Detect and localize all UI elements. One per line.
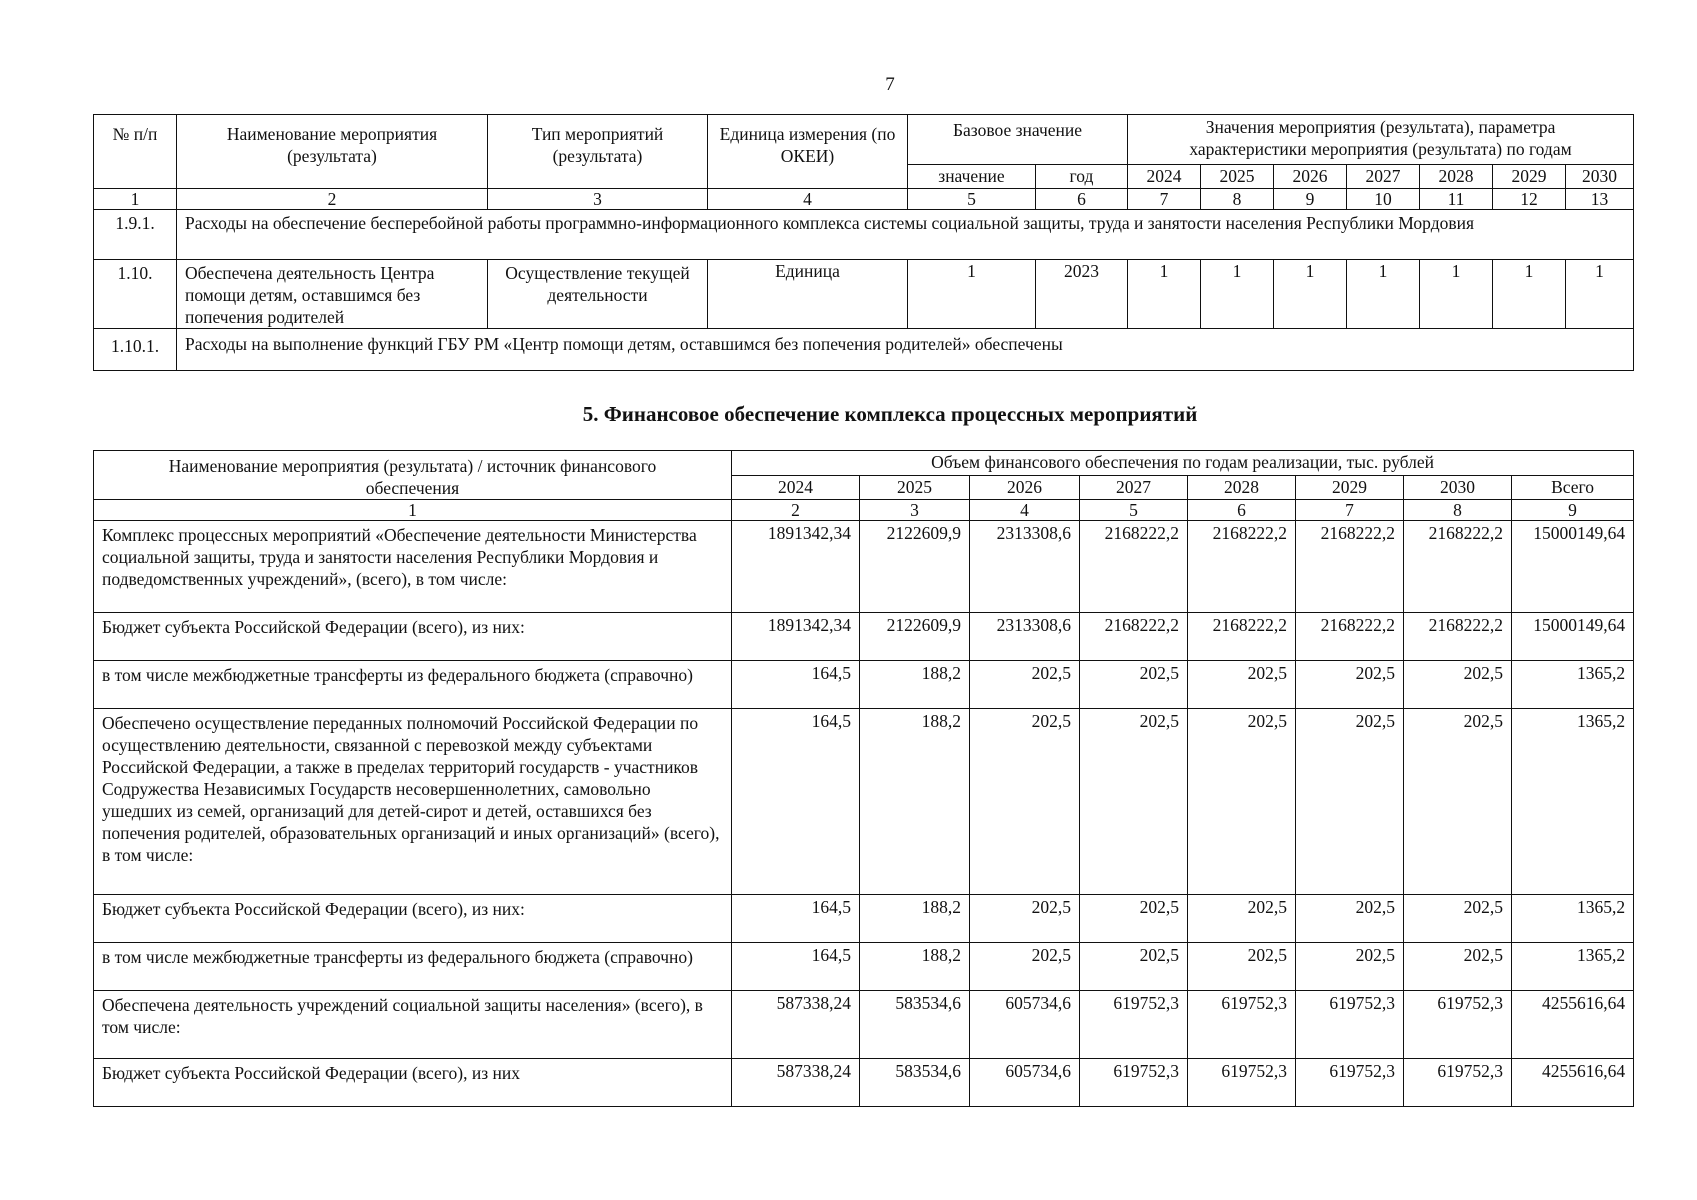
column-number: 12 (1493, 189, 1566, 210)
row-value: 202,5 (1404, 895, 1512, 943)
column-number: 3 (860, 500, 970, 521)
row-value: 202,5 (1080, 709, 1188, 895)
row-value: 2168222,2 (1080, 613, 1188, 661)
row-value: 619752,3 (1404, 1059, 1512, 1107)
row-value: 202,5 (1080, 661, 1188, 709)
row-value: 619752,3 (1296, 991, 1404, 1059)
row-name: Бюджет субъекта Российской Федерации (всего), из них: (94, 895, 732, 943)
column-number: 8 (1201, 189, 1274, 210)
row-type: Осуществление текущей деятельности (488, 260, 708, 329)
row-value: 164,5 (732, 943, 860, 991)
header-year: 2024 (1128, 165, 1201, 189)
row-value: 1891342,34 (732, 613, 860, 661)
column-number: 10 (1347, 189, 1420, 210)
row-value: 2313308,6 (970, 521, 1080, 613)
row-name: Бюджет субъекта Российской Федерации (всего), из них (94, 1059, 732, 1107)
header-type: Тип мероприятий (результата) (488, 115, 708, 189)
header-num: № п/п (94, 115, 177, 189)
row-total: 1365,2 (1512, 661, 1634, 709)
row-value: 202,5 (1296, 895, 1404, 943)
table-row (94, 661, 1634, 709)
row-value: 202,5 (970, 943, 1080, 991)
column-number: 4 (708, 189, 908, 210)
row-value: 202,5 (1188, 661, 1296, 709)
row-text: Расходы на обеспечение бесперебойной работы программно-информационного комплекса системы социальной защиты, труда и занятости населения Республики Мордовия (177, 210, 1634, 260)
row-value: 202,5 (1404, 709, 1512, 895)
row-total: 15000149,64 (1512, 613, 1634, 661)
header-year: 2025 (860, 476, 970, 500)
results-table (93, 114, 1634, 371)
header-name: Наименование мероприятия (результата) / источник финансового обеспечения (94, 451, 732, 500)
header-year: 2026 (1274, 165, 1347, 189)
row-value: 2313308,6 (970, 613, 1080, 661)
table-row (94, 210, 1634, 260)
header-values: Значения мероприятия (результата), параметра характеристики мероприятия (результата) по годам (1128, 115, 1634, 165)
row-name: в том числе межбюджетные трансферты из федерального бюджета (справочно) (94, 943, 732, 991)
row-number: 1.9.1. (94, 210, 177, 260)
header-year: 2029 (1493, 165, 1566, 189)
row-value: 587338,24 (732, 991, 860, 1059)
row-value: 2168222,2 (1080, 521, 1188, 613)
column-number: 1 (94, 500, 732, 521)
row-value: 188,2 (860, 709, 970, 895)
row-value: 619752,3 (1404, 991, 1512, 1059)
row-value: 2168222,2 (1296, 613, 1404, 661)
row-value: 2168222,2 (1404, 521, 1512, 613)
table-row (94, 943, 1634, 991)
row-value: 202,5 (970, 709, 1080, 895)
header-base-value: значение (908, 165, 1036, 189)
row-name: Обеспечена деятельность учреждений социальной защиты населения» (всего), в том числе: (94, 991, 732, 1059)
table-row (94, 1059, 1634, 1107)
header-name: Наименование мероприятия (результата) (177, 115, 488, 189)
row-value: 2168222,2 (1296, 521, 1404, 613)
column-number: 9 (1512, 500, 1634, 521)
row-value: 619752,3 (1188, 991, 1296, 1059)
row-value: 1 (1201, 260, 1274, 329)
row-base-value: 1 (908, 260, 1036, 329)
table-row (94, 709, 1634, 895)
table-row (94, 991, 1634, 1059)
row-text: Расходы на выполнение функций ГБУ РМ «Центр помощи детям, оставшимся без попечения родителей» обеспечены (177, 329, 1634, 371)
column-number: 11 (1420, 189, 1493, 210)
row-name: в том числе межбюджетные трансферты из федерального бюджета (справочно) (94, 661, 732, 709)
section-title: 5. Финансовое обеспечение комплекса процессных мероприятий (582, 402, 1198, 426)
finance-table (93, 450, 1634, 1107)
row-value: 2122609,9 (860, 521, 970, 613)
header-year: 2025 (1201, 165, 1274, 189)
row-value: 202,5 (1404, 661, 1512, 709)
row-value: 188,2 (860, 943, 970, 991)
column-number: 6 (1188, 500, 1296, 521)
row-value: 1891342,34 (732, 521, 860, 613)
header-total: Всего (1512, 476, 1634, 500)
row-value: 202,5 (1080, 943, 1188, 991)
row-value: 605734,6 (970, 991, 1080, 1059)
column-number: 5 (908, 189, 1036, 210)
column-number: 4 (970, 500, 1080, 521)
row-value: 2168222,2 (1188, 613, 1296, 661)
row-value: 587338,24 (732, 1059, 860, 1107)
row-value: 619752,3 (1080, 1059, 1188, 1107)
row-number: 1.10.1. (94, 329, 177, 371)
row-value: 202,5 (1188, 943, 1296, 991)
row-value: 2168222,2 (1188, 521, 1296, 613)
row-value: 619752,3 (1080, 991, 1188, 1059)
column-number: 13 (1566, 189, 1634, 210)
row-number: 1.10. (94, 260, 177, 329)
row-value: 202,5 (1188, 895, 1296, 943)
row-value: 1 (1274, 260, 1347, 329)
header-base-year: год (1036, 165, 1128, 189)
header-year: 2027 (1347, 165, 1420, 189)
header-unit: Единица измерения (по ОКЕИ) (708, 115, 908, 189)
table-row (94, 895, 1634, 943)
row-value: 619752,3 (1296, 1059, 1404, 1107)
row-value: 202,5 (1296, 709, 1404, 895)
row-name: Обеспечено осуществление переданных полномочий Российской Федерации по осуществлению деятельности, связанной с перевозкой между субъектами Российской Федерации, а также в пределах территорий государств - участников Содружества Независимых Государств несовершеннолетних, самовольно ушедших из семей, организаций для детей-сирот и детей, оставшихся без попечения родителей, образовательных организаций и иных организаций» (всего), в том числе: (94, 709, 732, 895)
row-value: 202,5 (1296, 661, 1404, 709)
header-year: 2030 (1566, 165, 1634, 189)
header-base: Базовое значение (908, 115, 1128, 165)
row-value: 1 (1493, 260, 1566, 329)
row-value: 583534,6 (860, 1059, 970, 1107)
row-value: 2122609,9 (860, 613, 970, 661)
header-year: 2029 (1296, 476, 1404, 500)
header-year: 2028 (1420, 165, 1493, 189)
row-unit: Единица (708, 260, 908, 329)
row-value: 605734,6 (970, 1059, 1080, 1107)
column-number: 9 (1274, 189, 1347, 210)
column-number: 5 (1080, 500, 1188, 521)
row-value: 1 (1128, 260, 1201, 329)
table-row (94, 613, 1634, 661)
row-name: Комплекс процессных мероприятий «Обеспечение деятельности Министерства социальной защиты, труда и занятости населения Республики Мордовия и подведомственных учреждений», (всего), в том числе: (94, 521, 732, 613)
header-year: 2030 (1404, 476, 1512, 500)
row-value: 202,5 (1080, 895, 1188, 943)
header-year: 2028 (1188, 476, 1296, 500)
row-value: 619752,3 (1188, 1059, 1296, 1107)
row-total: 4255616,64 (1512, 1059, 1634, 1107)
row-value: 202,5 (1296, 943, 1404, 991)
column-number: 3 (488, 189, 708, 210)
row-base-year: 2023 (1036, 260, 1128, 329)
row-value: 583534,6 (860, 991, 970, 1059)
column-number: 2 (177, 189, 488, 210)
column-number: 2 (732, 500, 860, 521)
row-total: 1365,2 (1512, 895, 1634, 943)
page-number: 7 (885, 74, 895, 95)
row-total: 15000149,64 (1512, 521, 1634, 613)
row-value: 164,5 (732, 709, 860, 895)
header-year: 2026 (970, 476, 1080, 500)
row-value: 202,5 (970, 895, 1080, 943)
row-value: 202,5 (970, 661, 1080, 709)
row-value: 1 (1566, 260, 1634, 329)
row-value: 1 (1420, 260, 1493, 329)
row-value: 164,5 (732, 661, 860, 709)
column-number: 6 (1036, 189, 1128, 210)
column-number: 7 (1296, 500, 1404, 521)
table-row (94, 329, 1634, 371)
row-value: 188,2 (860, 661, 970, 709)
header-year: 2024 (732, 476, 860, 500)
column-number: 8 (1404, 500, 1512, 521)
row-name: Бюджет субъекта Российской Федерации (всего), из них: (94, 613, 732, 661)
header-year: 2027 (1080, 476, 1188, 500)
table-row (94, 260, 1634, 329)
column-number: 7 (1128, 189, 1201, 210)
finance-table-body (94, 521, 1634, 1107)
row-value: 202,5 (1188, 709, 1296, 895)
row-total: 1365,2 (1512, 943, 1634, 991)
header-volume: Объем финансового обеспечения по годам реализации, тыс. рублей (732, 451, 1634, 476)
row-name: Обеспечена деятельность Центра помощи детям, оставшимся без попечения родителей (177, 260, 488, 329)
row-value: 164,5 (732, 895, 860, 943)
table-row (94, 521, 1634, 613)
row-total: 4255616,64 (1512, 991, 1634, 1059)
row-value: 202,5 (1404, 943, 1512, 991)
column-number: 1 (94, 189, 177, 210)
row-value: 1 (1347, 260, 1420, 329)
row-value: 188,2 (860, 895, 970, 943)
row-total: 1365,2 (1512, 709, 1634, 895)
row-value: 2168222,2 (1404, 613, 1512, 661)
